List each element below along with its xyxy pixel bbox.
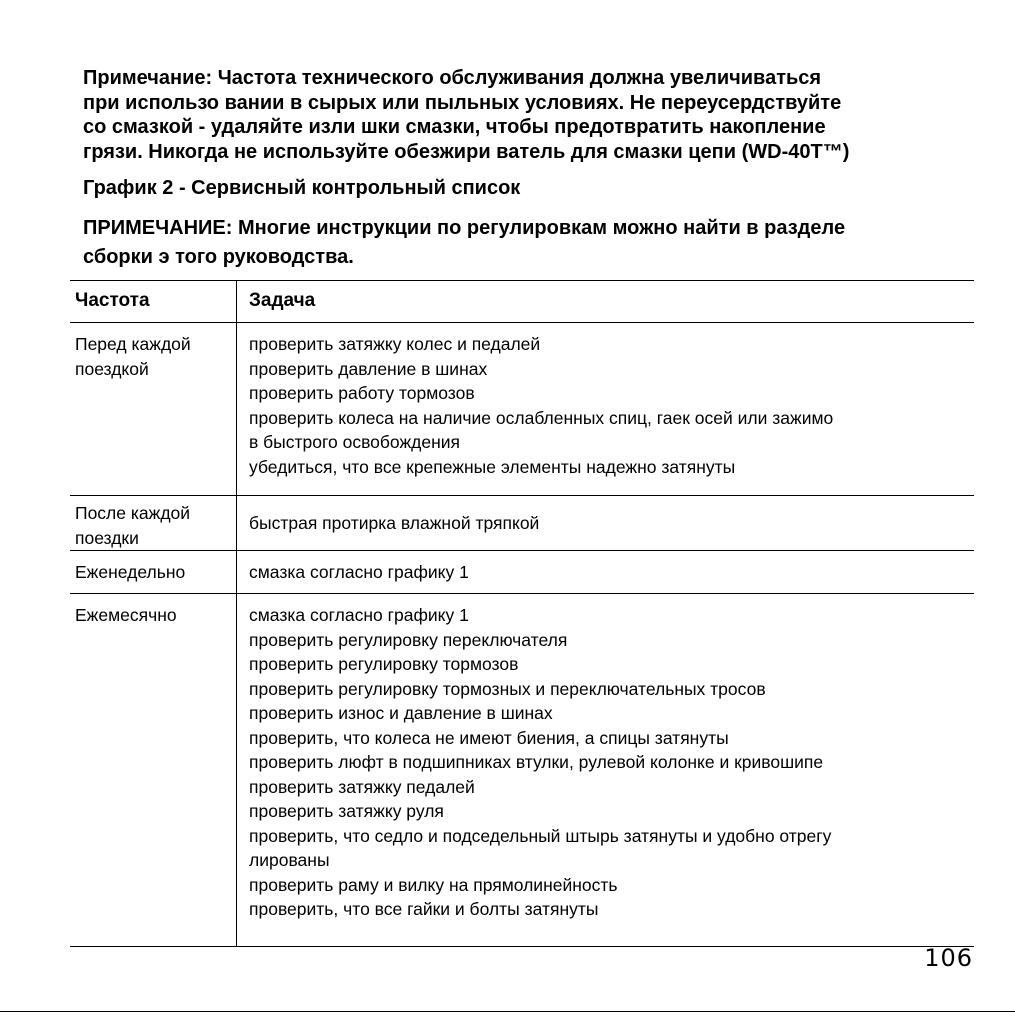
- header-task: Задача: [237, 281, 975, 323]
- frequency-text: После каждой: [75, 503, 191, 523]
- task-item: проверить затяжку педалей: [249, 776, 475, 797]
- note2-line: сборки э того руководства.: [83, 246, 354, 268]
- table-row: [70, 496, 974, 551]
- maintenance-note: [83, 66, 983, 164]
- task-cell: [237, 496, 975, 551]
- service-checklist-table: [70, 280, 974, 947]
- note-line: Примечание: Частота технического обслуживания должна увеличиваться: [83, 67, 822, 89]
- table-row: [70, 551, 974, 594]
- frequency-text: Перед каждой: [75, 334, 191, 354]
- frequency-text: поездкой: [75, 358, 149, 379]
- task-item: проверить работу тормозов: [249, 383, 475, 403]
- task-item: смазка согласно графику 1: [249, 605, 469, 625]
- adjustment-note: [83, 214, 845, 272]
- task-item: проверить регулировку переключателя: [249, 629, 568, 650]
- task-cell: [237, 323, 975, 496]
- frequency-cell: [70, 496, 237, 551]
- task-item: лированы: [249, 850, 330, 870]
- task-item: смазка согласно графику 1: [249, 562, 469, 582]
- table-row: [70, 323, 974, 496]
- task-cell: [237, 594, 975, 947]
- task-item: проверить регулировку тормозов: [249, 654, 519, 674]
- task-item: в быстрого освобождения: [249, 432, 461, 452]
- task-item: проверить, что все гайки и болты затянуты: [249, 899, 599, 919]
- task-item: проверить затяжку руля: [249, 801, 444, 821]
- note-line: со смазкой - удаляйте изли шки смазки, чтобы предотвратить накопление: [83, 116, 826, 138]
- frequency-cell: [70, 551, 237, 594]
- task-item: проверить износ и давление в шинах: [249, 703, 553, 723]
- frequency-cell: [70, 594, 237, 947]
- task-cell: [237, 551, 975, 594]
- task-item: проверить, что колеса не имеют биения, а спицы затянуты: [249, 727, 729, 748]
- task-item: проверить раму и вилку на прямолинейность: [249, 874, 618, 895]
- page-number: 106: [924, 944, 973, 972]
- note-line: грязи. Никогда не используйте обезжири ватель для смазки цепи (WD-40T™): [83, 140, 850, 163]
- header-frequency: Частота: [70, 281, 237, 323]
- table-row: [70, 594, 974, 947]
- frequency-text: Ежемесячно: [75, 605, 177, 625]
- chart-title: График 2 - Сервисный контрольный список: [83, 177, 521, 199]
- frequency-text: Еженедельно: [75, 562, 186, 582]
- note-line: при использо вании в сырых или пыльных условиях. Не переусердствуйте: [83, 91, 842, 114]
- task-item: проверить регулировку тормозных и переключательных тросов: [249, 678, 766, 699]
- task-item: убедиться, что все крепежные элементы надежно затянуты: [249, 456, 736, 477]
- task-item: проверить давление в шинах: [249, 358, 488, 379]
- table-header-row: [70, 281, 974, 323]
- bottom-rule: [0, 1011, 1015, 1012]
- task-item: проверить колеса на наличие ослабленных спиц, гаек осей или зажимо: [249, 407, 834, 428]
- task-item: проверить люфт в подшипниках втулки, рулевой колонке и кривошипе: [249, 752, 824, 772]
- note2-line: ПРИМЕЧАНИЕ: Многие инструкции по регулировкам можно найти в разделе: [83, 217, 846, 239]
- task-item: проверить, что седло и подседельный штырь затянуты и удобно отрегу: [249, 825, 832, 846]
- frequency-cell: [70, 323, 237, 496]
- task-item: проверить затяжку колес и педалей: [249, 334, 541, 354]
- frequency-text: поездки: [75, 527, 139, 548]
- task-item: быстрая протирка влажной тряпкой: [249, 512, 540, 533]
